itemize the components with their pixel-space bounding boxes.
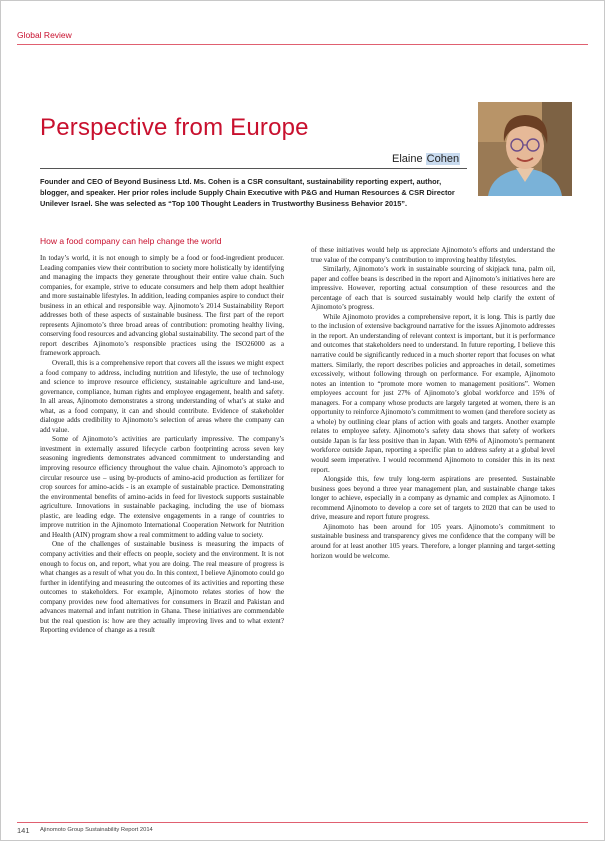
paragraph: Overall, this is a comprehensive report that covers all the issues we might expect a food company to address, including nutrition and lifestyle, the use of technology and science to improve resource efficiency, sustainable agriculture and land-use, governance, compliance, human rights and employee engagement, health and safety. In all areas, Ajinomoto demonstrates a strong understanding of what’s at stake and what, as a food company, it can and should contribute. Evidence of stakeholder dialogue adds credibility to Ajinomoto’s selection of areas where the company can add value. bbox=[40, 359, 284, 434]
paragraph: In today’s world, it is not enough to simply be a food or food-ingredient producer. Leading companies view their contribution to society more holistically by identifying and managing the impacts they generate throughout their entire value chain. Such companies, for example, strive to educate consumers and help them adopt healthier and more sustainable lifestyles. In addition, leading companies aspire to conduct their business in an ethical and responsible way. Ajinomoto’s 2014 Sustainability Report addresses both of these aspects of sustainable business. The first part of the report represents Ajinomoto’s three broad areas of contribution: promoting healthy living, conserving food resources and advancing global sustainability. The second part of the report describes Ajinomoto’s responsible practices using the ISO26000 as a framework approach. bbox=[40, 254, 284, 358]
paragraph: Some of Ajinomoto’s activities are particularly impressive. The company’s investment in externally assured lifecycle carbon footprinting across seven key seasoning ingredients demonstrates advanced commitment to understanding and improving resource efficiency throughout the value chain. Ajinomoto’s approach to circular resource use – using by-products of amino-acid production as fertilizer for crop sources for amino-acids - is an example of sustainable practice. Demonstrating the environmental benefits of amino-acids in feed for livestock supports sustainable agriculture. Innovations in sustainable packaging, including the use of biomass plastic, are leading edge. The extensive engagements in a range of countries to improve nutrition in the Ajinomoto International Cooperation Network for Nutrition and Health (AIN) program show a real commitment to adding value to society. bbox=[40, 435, 284, 539]
report-name: Ajinomoto Group Sustainability Report 2014 bbox=[40, 827, 153, 833]
paragraph: Ajinomoto has been around for 105 years. Ajinomoto’s commitment to sustainable business and transparency gives me confidence that the company will be around for at least another 105 years. Therefore, a longer planning and target-setting horizon would be welcome. bbox=[311, 522, 555, 560]
right-column bbox=[311, 246, 555, 561]
paragraph: Alongside this, few truly long-term aspirations are presented. Sustainable business goes beyond a three year management plan, and sustainable change takes longer to achieve, especially in a company as dynamic and complex as Ajinomoto. I recommend Ajinomoto to develop a core set of targets to 2020 that can be used to drive, measure and report future progress. bbox=[311, 475, 555, 522]
paragraph: Similarly, Ajinomoto’s work in sustainable sourcing of skipjack tuna, palm oil, paper and coffee beans is described in the report and Ajinomoto’s initiatives here are impressive. However, reporting actual consumption of these resources and the percentage of each that is sourced sustainably would help clarify the extent of Ajinomoto’s progress. bbox=[311, 265, 555, 312]
top-divider bbox=[17, 44, 588, 45]
section-subheading: How a food company can help change the world bbox=[40, 236, 222, 246]
left-column bbox=[40, 254, 284, 636]
author-first-name: Elaine bbox=[392, 153, 423, 165]
bottom-divider bbox=[17, 822, 588, 823]
author-name bbox=[392, 153, 460, 165]
page-number: 141 bbox=[17, 826, 30, 835]
section-label: Global Review bbox=[17, 30, 72, 40]
paragraph: of these initiatives would help us appreciate Ajinomoto’s efforts and understand the true value of the company’s contribution to improving healthy lifestyles. bbox=[311, 246, 555, 264]
title-divider bbox=[40, 168, 467, 169]
author-portrait-icon bbox=[478, 102, 572, 196]
paragraph: One of the challenges of sustainable business is measuring the impacts of company activities and their effects on people, society and the environment. It is not enough to focus on, and report, what you are doing. The real measure of progress is what changes as a result of what you do. In this context, I believe Ajinomoto could go further in identifying and measuring the outcomes of its activities and reporting these outcomes to stakeholders. For example, Ajinomoto relates stories of how the company provides new food alternatives for consumers in Brazil and Pakistan and advances maternal and infant nutrition in Ghana. These initiatives are commendable but the real question is: how are they actually improving lives and to what extent? Reporting evidence of change as a result bbox=[40, 540, 284, 635]
author-last-name: Cohen bbox=[426, 153, 460, 165]
author-bio: Founder and CEO of Beyond Business Ltd. Ms. Cohen is a CSR consultant, sustainability reporting expert, author, blogger, and speaker. Her prior roles include Supply Chain Executive with P&G and Human Resources & CSR Director Unilever Israel. She was selected as “Top 100 Thought Leaders in Trustworthy Business Behavior 2015”. bbox=[40, 177, 455, 208]
paragraph: While Ajinomoto provides a comprehensive report, it is long. This is partly due to the inclusion of extensive background narrative for the issues Ajinomoto addresses in the report. An understanding of relevant context is important, but it is performance and outcomes that stakeholders need to understand. In future reporting, I believe this narrative could be significantly reduced in a much shorter report that focuses on what matters. Similarly, the report describes policies and approaches in detail, sometimes excessively, without following through on performance. For example, Ajinomoto notes an intention to “promote more women to management positions”. Women employees account for just 27% of Ajinomoto’s global workforce and 15% of managers. For a company whose products are largely targeted at women, there is an opportunity to reinforce Ajinomoto’s commitment to women (and therefore society as a whole) by outlining clear plans of action with goals and targets. Another example relates to employee safety. Ajinomoto’s safety data shows that safety of workers outside Japan is far less positive than in Japan. With 69% of Ajinomoto’s permanent workforce outside Japan, reporting a specific plan to address safety at a global level would seem imperative. I would recommend Ajinomoto to consider this in its next report. bbox=[311, 312, 555, 474]
page-title: Perspective from Europe bbox=[40, 114, 309, 141]
